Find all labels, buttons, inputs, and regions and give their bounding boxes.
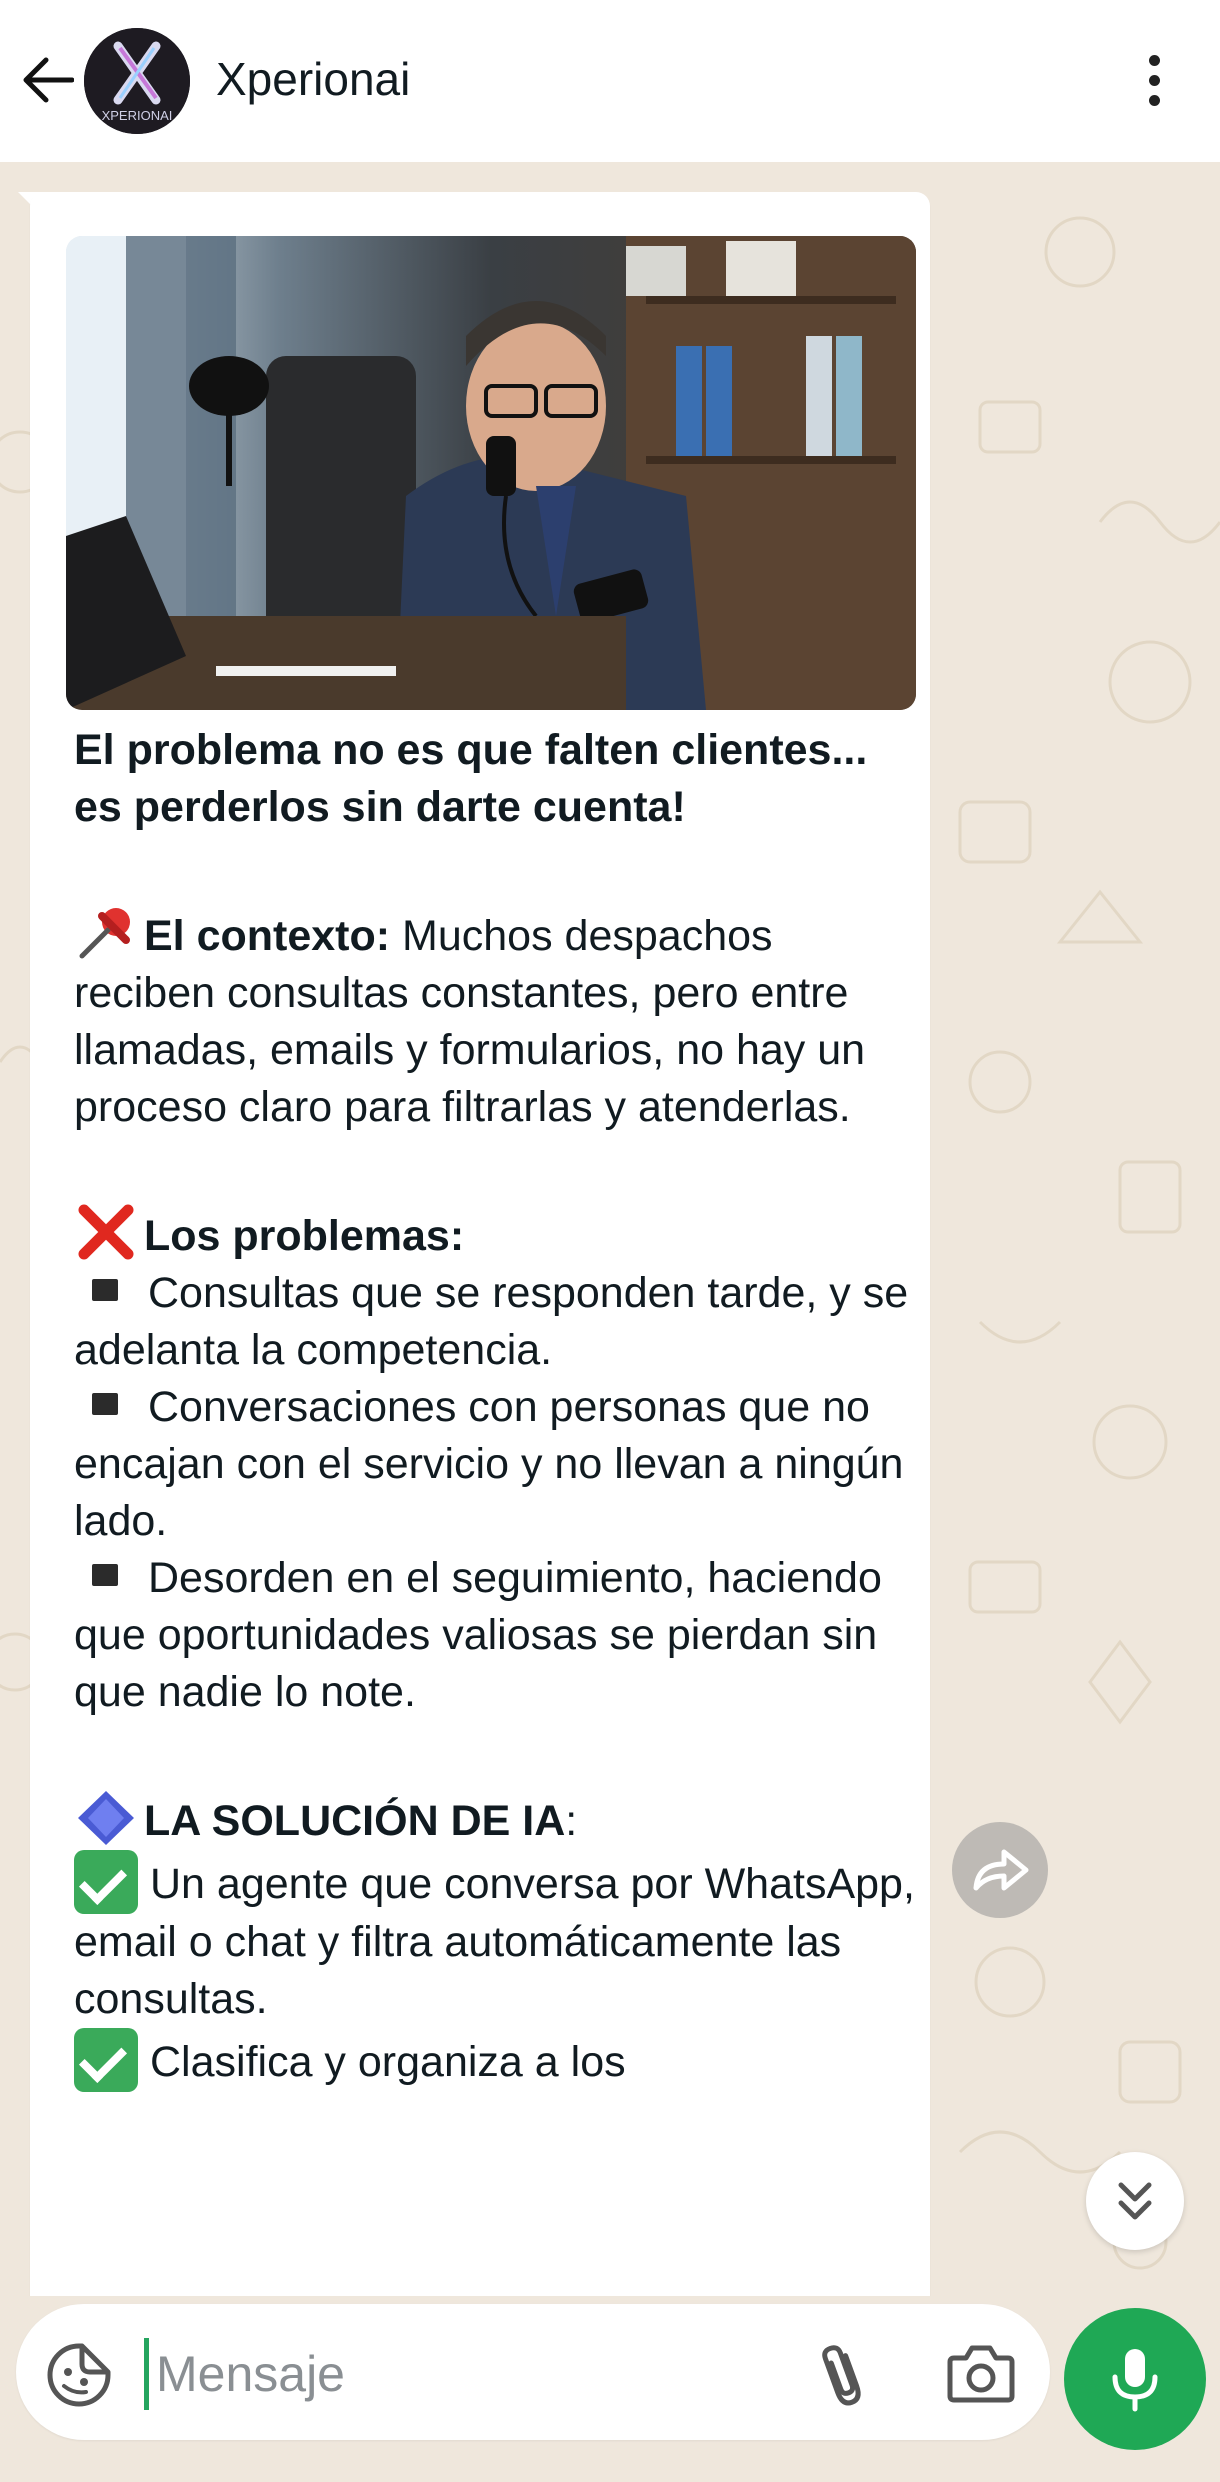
context-label: El contexto: bbox=[144, 912, 391, 960]
double-chevron-down-icon bbox=[1113, 2179, 1157, 2223]
cross-mark-icon bbox=[74, 1204, 144, 1262]
svg-text:XPERIONAI: XPERIONAI bbox=[101, 108, 173, 123]
paperclip-icon bbox=[812, 2340, 872, 2410]
back-button[interactable] bbox=[16, 44, 80, 116]
office-photo bbox=[66, 236, 916, 710]
check-mark-icon bbox=[74, 1850, 138, 1914]
context-text: Muchos despachos reciben consultas constantes, pero entre llamadas, emails y formularios, no hay un proceso claro para filtrarlas y atenderlas. bbox=[74, 912, 866, 1131]
scroll-to-bottom-button[interactable] bbox=[1086, 2152, 1184, 2250]
square-bullet-icon bbox=[92, 1279, 118, 1301]
message-input[interactable] bbox=[156, 2334, 676, 2414]
avatar[interactable] bbox=[84, 28, 190, 134]
context-paragraph bbox=[74, 904, 924, 1136]
message-text bbox=[74, 722, 924, 2092]
camera-icon bbox=[946, 2340, 1016, 2406]
more-vert-icon bbox=[1149, 55, 1160, 66]
mic-icon bbox=[1108, 2345, 1162, 2413]
message-image[interactable] bbox=[66, 236, 916, 710]
message-bubble[interactable] bbox=[30, 192, 930, 2312]
chat-area[interactable] bbox=[0, 162, 1220, 2312]
solution-label: LA SOLUCIÓN DE IA bbox=[144, 1797, 566, 1845]
chat-title[interactable]: Xperionai bbox=[216, 53, 411, 105]
problem-item: Desorden en el seguimiento, haciendo que oportunidades valiosas se pierdan sin que nadie lo note. bbox=[74, 1554, 882, 1716]
message-headline: El problema no es que falten clientes... es perderlos sin darte cuenta! bbox=[74, 726, 868, 831]
solution-item: Un agente que conversa por WhatsApp, email o chat y filtra automáticamente las consultas. bbox=[74, 1850, 924, 2028]
camera-button[interactable] bbox=[946, 2340, 1016, 2406]
solution-section: LA SOLUCIÓN DE IA: Un agente que conversa por WhatsApp, email o chat y filtra automáticamente las consultas. Clasifica y organiza a los bbox=[74, 1789, 924, 2092]
more-options-button[interactable] bbox=[1130, 44, 1178, 116]
attach-button[interactable] bbox=[812, 2340, 872, 2410]
arrow-left-icon bbox=[22, 56, 74, 104]
blue-diamond-icon bbox=[74, 1789, 144, 1847]
pushpin-icon bbox=[74, 904, 144, 962]
voice-message-button[interactable] bbox=[1064, 2308, 1206, 2450]
xperionai-logo bbox=[84, 28, 190, 134]
composer-bar bbox=[0, 2296, 1220, 2482]
square-bullet-icon bbox=[92, 1393, 118, 1415]
problems-label: Los problemas: bbox=[144, 1212, 465, 1260]
forward-icon bbox=[970, 1848, 1030, 1892]
forward-button[interactable] bbox=[952, 1822, 1048, 1918]
solution-item: Clasifica y organiza a los bbox=[74, 2028, 924, 2092]
sticker-button[interactable] bbox=[46, 2342, 112, 2408]
sticker-icon bbox=[46, 2342, 112, 2408]
chat-header bbox=[0, 0, 1220, 162]
square-bullet-icon bbox=[92, 1564, 118, 1586]
text-cursor bbox=[144, 2338, 149, 2410]
problems-section bbox=[74, 1204, 924, 1721]
message-input-container[interactable] bbox=[16, 2304, 1050, 2440]
problem-item: Conversaciones con personas que no encajan con el servicio y no llevan a ningún lado. bbox=[74, 1383, 904, 1545]
problem-item: Consultas que se responden tarde, y se adelanta la competencia. bbox=[74, 1269, 909, 1374]
check-mark-icon bbox=[74, 2028, 138, 2092]
